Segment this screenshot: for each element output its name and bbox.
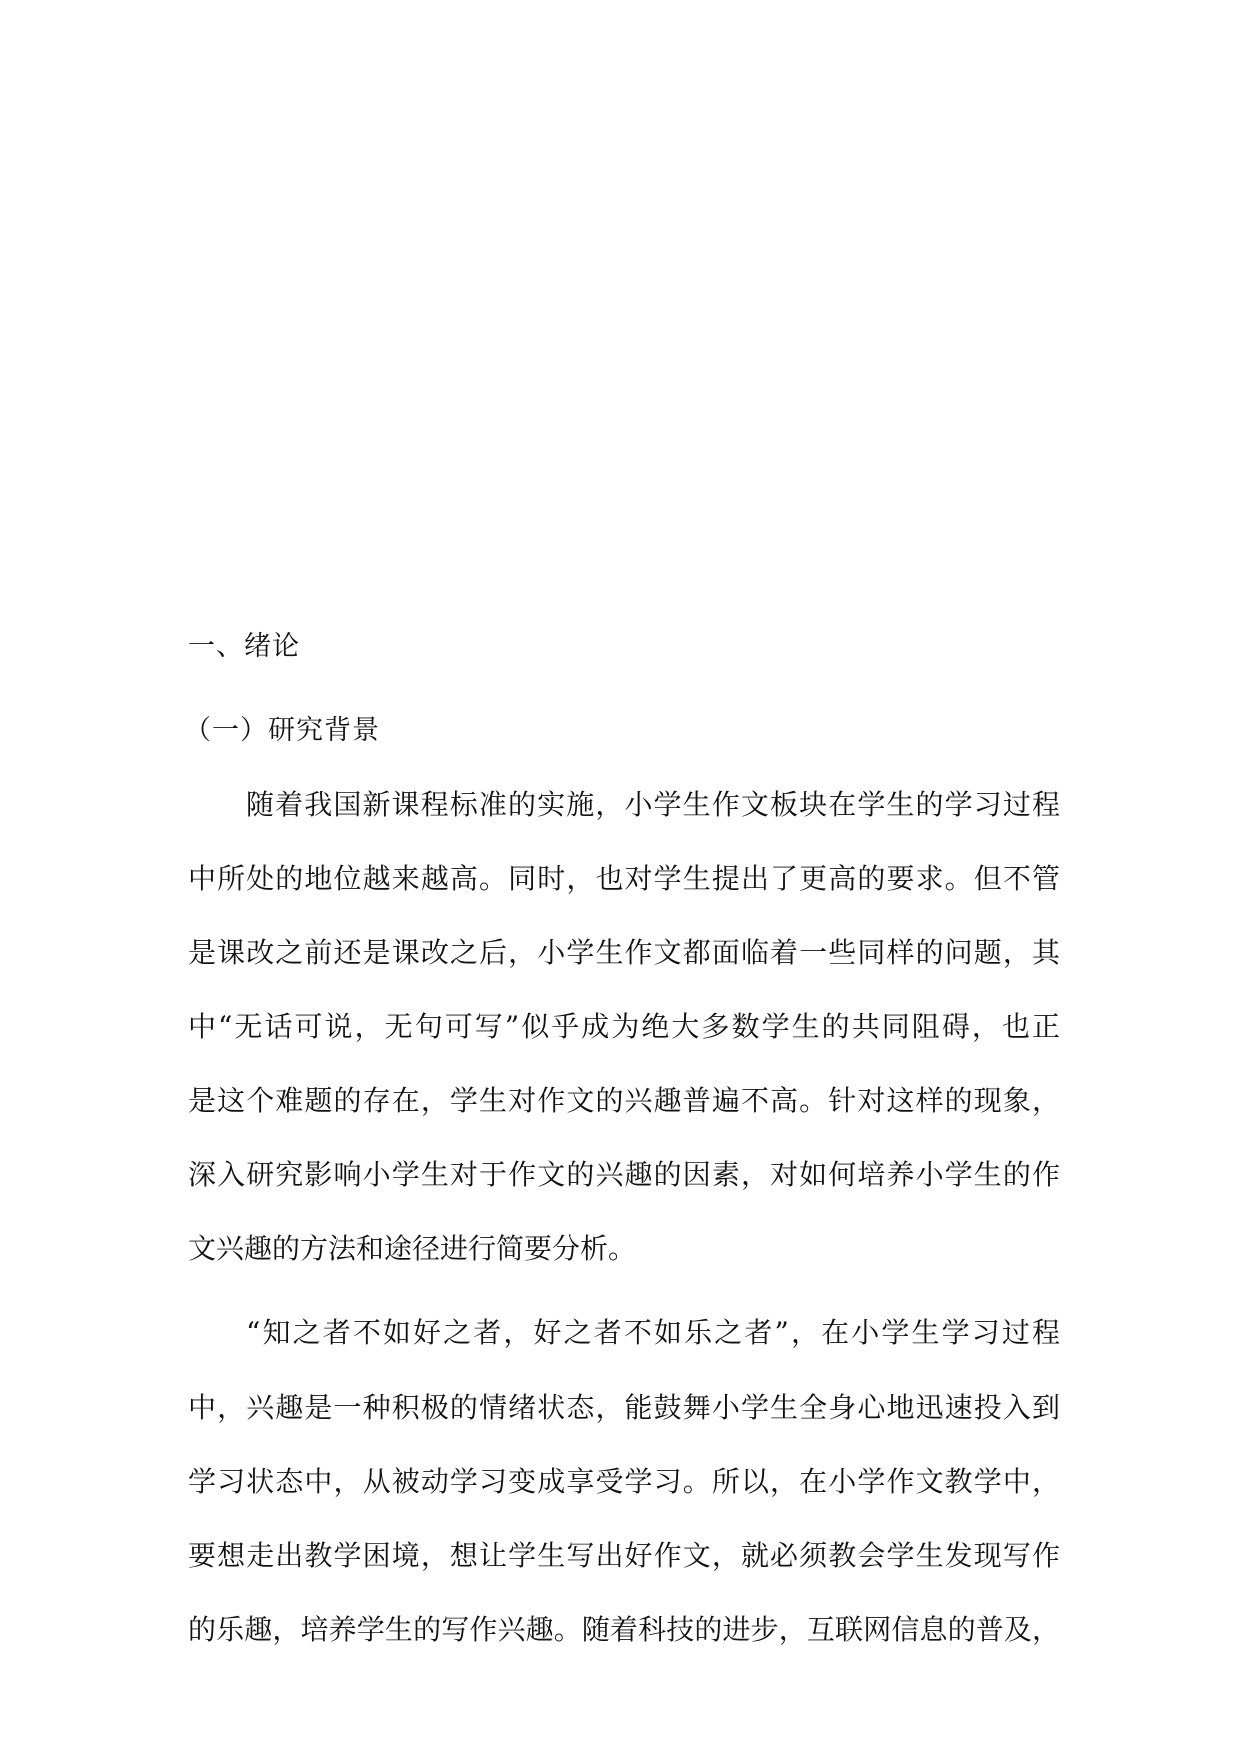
paragraph-1-line-2: 中所处的地位越来越高。同时，也对学生提出了更高的要求。但不管 — [188, 862, 1060, 895]
paragraph-1-line-5: 是这个难题的存在，学生对作文的兴趣普遍不高。针对这样的现象， — [188, 1084, 1060, 1117]
paragraph-1-line-1: 随着我国新课程标准的实施，小学生作文板块在学生的学习过程 — [246, 788, 1060, 821]
paragraph-2-line-1: “知之者不如好之者，好之者不如乐之者”，在小学生学习过程 — [246, 1316, 1060, 1349]
paragraph-2-line-2: 中，兴趣是一种积极的情绪状态，能鼓舞小学生全身心地迅速投入到 — [188, 1391, 1060, 1424]
paragraph-2-line-5: 的乐趣，培养学生的写作兴趣。随着科技的进步，互联网信息的普及， — [188, 1613, 1060, 1646]
paragraph-1-line-4: 中“无话可说，无句可写”似乎成为绝大多数学生的共同阻碍，也正 — [188, 1010, 1060, 1043]
paragraph-2-line-3: 学习状态中，从被动学习变成享受学习。所以，在小学作文教学中， — [188, 1465, 1060, 1498]
paragraph-1-line-7: 文兴趣的方法和途径进行简要分析。 — [188, 1232, 637, 1265]
section-heading: 一、绪论 — [188, 631, 300, 662]
subsection-heading: （一）研究背景 — [184, 715, 380, 746]
paragraph-2-line-4: 要想走出教学困境，想让学生写出好作文，就必须教会学生发现写作 — [188, 1539, 1060, 1572]
paragraph-1-line-3: 是课改之前还是课改之后，小学生作文都面临着一些同样的问题，其 — [188, 936, 1060, 969]
paragraph-1-line-6: 深入研究影响小学生对于作文的兴趣的因素，对如何培养小学生的作 — [188, 1158, 1060, 1191]
